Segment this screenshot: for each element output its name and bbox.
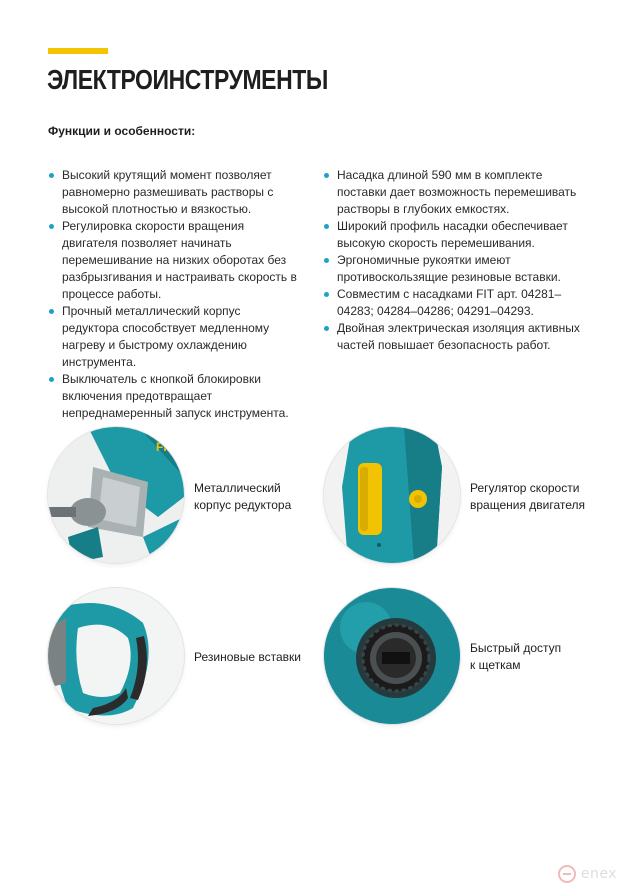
caption-line: к щеткам [470,658,521,672]
caption-line: Быстрый доступ [470,641,562,655]
caption-line: вращения двигателя [470,498,586,512]
caption-line: Регулятор скорости [470,481,580,495]
brand-watermark [558,865,617,883]
speed-regulator-photo [324,427,460,563]
section-heading: Функции и особенности: [48,124,196,138]
list-item: Совместим с насадками FIT арт. 04281–04283; 04284–04286; 04291–04293. [323,286,583,320]
speed-regulator-caption [470,480,585,514]
rubber-inserts-caption [194,649,301,666]
list-item: Эргономичные рукоятки имеют противоскользящие резиновые вставки. [323,252,583,286]
features-list-right [323,167,583,354]
list-item: Широкий профиль насадки обеспечивает высокую скорость перемешивания. [323,218,583,252]
brushes-access-photo [324,588,460,724]
svg-text:FIT: FIT [156,440,174,454]
list-item: Прочный металлический корпус редуктора способствует медленному нагреву и быстрому охлаждению инструмента. [48,303,300,371]
gearbox-caption [194,480,291,514]
caption-line: Резиновые вставки [194,650,302,664]
features-list-left [48,167,300,422]
gearbox-photo [48,427,184,563]
brand-logo-icon [558,865,576,883]
brushes-access-caption [470,640,561,674]
brand-name: enex [580,866,617,882]
title-accent-bar [48,48,108,54]
list-item: Насадка длиной 590 мм в комплекте поставки дает возможность перемешивать растворы в глубоких емкостях. [323,167,583,218]
page-title: ЭЛЕКТРОИНСТРУМЕНТЫ [47,64,328,95]
caption-line: корпус редуктора [194,498,292,512]
rubber-inserts-photo [48,588,184,724]
list-item: Выключатель с кнопкой блокировки включения предотвращает непреднамеренный запуск инструмента. [48,371,300,422]
list-item: Двойная электрическая изоляция активных частей повышает безопасность работ. [323,320,583,354]
list-item: Регулировка скорости вращения двигателя позволяет начинать перемешивание на низких оборотах без разбрызгивания и настраивать скорость в процессе работы. [48,218,300,303]
caption-line: Металлический [194,481,281,495]
list-item: Высокий крутящий момент позволяет равномерно размешивать растворы с высокой плотностью и вязкостью. [48,167,300,218]
